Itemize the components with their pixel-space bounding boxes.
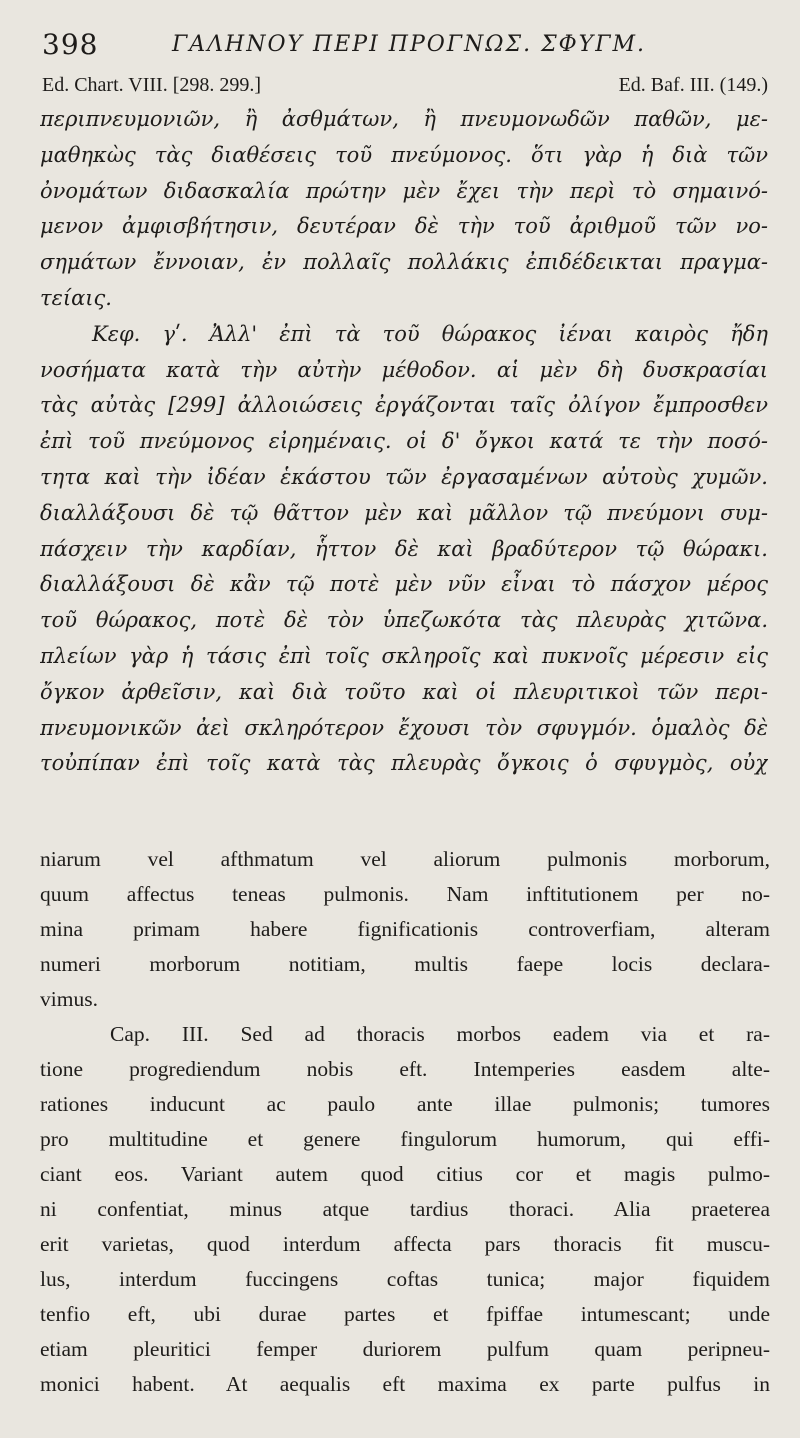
greek-line: τοὐπίπαν ἐπὶ τοῖς κατὰ τὰς πλευρὰς ὄγκοις ὁ σφυγμὸς, οὐχ xyxy=(40,751,768,776)
latin-line: lus, interdum fuccingens coftas tunica; major fiquidem xyxy=(40,1267,770,1291)
latin-line: tione progrediendum nobis eft. Intemperies easdem alte- xyxy=(40,1057,770,1081)
latin-line: vimus. xyxy=(40,987,98,1011)
latin-line: mina primam habere fignificationis controverfiam, alteram xyxy=(40,917,770,941)
latin-line: monici habent. At aequalis eft maxima ex parte pulfus in xyxy=(40,1372,770,1396)
latin-chapter-heading-line: Cap. III. Sed ad thoracis morbos eadem via et ra- xyxy=(110,1022,770,1046)
greek-line: πάσχειν τὴν καρδίαν, ἧττον δὲ καὶ βραδύτερον τῷ θώρακι. xyxy=(40,536,768,561)
greek-line: διαλλάξουσι δὲ τῷ θᾶττον μὲν καὶ μᾶλλον τῷ πνεύμονι συμ- xyxy=(40,500,768,525)
page-header xyxy=(42,26,770,66)
greek-line: τητα καὶ τὴν ἰδέαν ἑκάστου τῶν ἐργασαμένων αὐτοὺς χυμῶν. xyxy=(40,464,768,489)
greek-line: μαθηκὼς τὰς διαθέσεις τοῦ πνεύμονος. ὅτι γὰρ ἡ διὰ τῶν xyxy=(40,142,768,167)
greek-line: διαλλάξουσι δὲ κἂν τῷ ποτὲ μὲν νῦν εἶναι τὸ πάσχον μέρος xyxy=(40,572,768,597)
greek-text-block xyxy=(40,102,768,782)
latin-line: quum affectus teneas pulmonis. Nam inftitutionem per no- xyxy=(40,882,770,906)
latin-line: ni confentiat, minus atque tardius thoraci. Alia praeterea xyxy=(40,1197,770,1221)
page-number: 398 xyxy=(42,28,99,61)
latin-line: pro multitudine et genere fingulorum humorum, qui effi- xyxy=(40,1127,770,1151)
greek-line: τὰς αὐτὰς [299] ἀλλοιώσεις ἐργάζονται ταῖς ὀλίγον ἔμπροσθεν xyxy=(40,393,768,418)
greek-chapter-heading-line: Κεφ. γʹ. Ἀλλ' ἐπὶ τὰ τοῦ θώρακος ἰέναι καιρὸς ἤδη xyxy=(92,321,768,346)
greek-line: σημάτων ἔννοιαν, ἐν πολλαῖς πολλάκις ἐπιδέδεικται πραγμα- xyxy=(40,250,768,275)
latin-text-block xyxy=(40,842,770,1402)
greek-line: ἐπὶ τοῦ πνεύμονος εἰρημέναις. οἱ δ' ὄγκοι κατά τε τὴν ποσό- xyxy=(40,429,768,454)
latin-line: ciant eos. Variant autem quod citius cor et magis pulmo- xyxy=(40,1162,770,1186)
greek-line: περιπνευμονιῶν, ἢ ἀσθμάτων, ἢ πνευμονωδῶν παθῶν, με- xyxy=(40,107,768,131)
greek-line: ὀνομάτων διδασκαλία πρώτην μὲν ἔχει τὴν περὶ τὸ σημαινό- xyxy=(40,178,768,203)
latin-line: rationes inducunt ac paulo ante illae pulmonis; tumores xyxy=(40,1092,770,1116)
greek-line: ὄγκον ἀρθεῖσιν, καὶ διὰ τοῦτο καὶ οἱ πλευριτικοὶ τῶν περι- xyxy=(40,679,768,704)
latin-line: niarum vel afthmatum vel aliorum pulmonis morborum, xyxy=(40,847,770,871)
greek-line: μενον ἀμφισβήτησιν, δευτέραν δὲ τὴν τοῦ ἀριθμοῦ τῶν νο- xyxy=(40,214,768,239)
running-title: ΓΑΛΗΝΟΥ ΠΕΡΙ ΠΡΟΓΝΩΣ. ΣΦΥΓΜ. xyxy=(172,32,646,57)
greek-line: νοσήματα κατὰ τὴν αὐτὴν μέθοδον. αἱ μὲν δὴ δυσκρασίαι xyxy=(40,357,768,382)
latin-line: tenfio eft, ubi durae partes et fpiffae intumescant; unde xyxy=(40,1302,770,1326)
edition-reference xyxy=(42,74,768,102)
edition-chartier: Ed. Chart. VIII. [298. 299.] xyxy=(42,74,262,96)
greek-line: πλείων γὰρ ἡ τάσις ἐπὶ τοῖς σκληροῖς καὶ πυκνοῖς μέρεσιν εἰς xyxy=(40,643,768,668)
greek-line: τοῦ θώρακος, ποτὲ δὲ τὸν ὑπεζωκότα τὰς πλευρὰς χιτῶνα. xyxy=(40,608,768,633)
greek-line: τείαις. xyxy=(40,285,112,310)
greek-line: πνευμονικῶν ἀεὶ σκληρότερον ἔχουσι τὸν σφυγμόν. ὁμαλὸς δὲ xyxy=(40,715,768,740)
latin-line: etiam pleuritici femper duriorem pulfum quam peripneu- xyxy=(40,1337,770,1361)
edition-basel: Ed. Baf. III. (149.) xyxy=(618,74,768,96)
latin-line: erit varietas, quod interdum affecta pars thoracis fit muscu- xyxy=(40,1232,770,1256)
latin-line: numeri morborum notitiam, multis faepe locis declara- xyxy=(40,952,770,976)
